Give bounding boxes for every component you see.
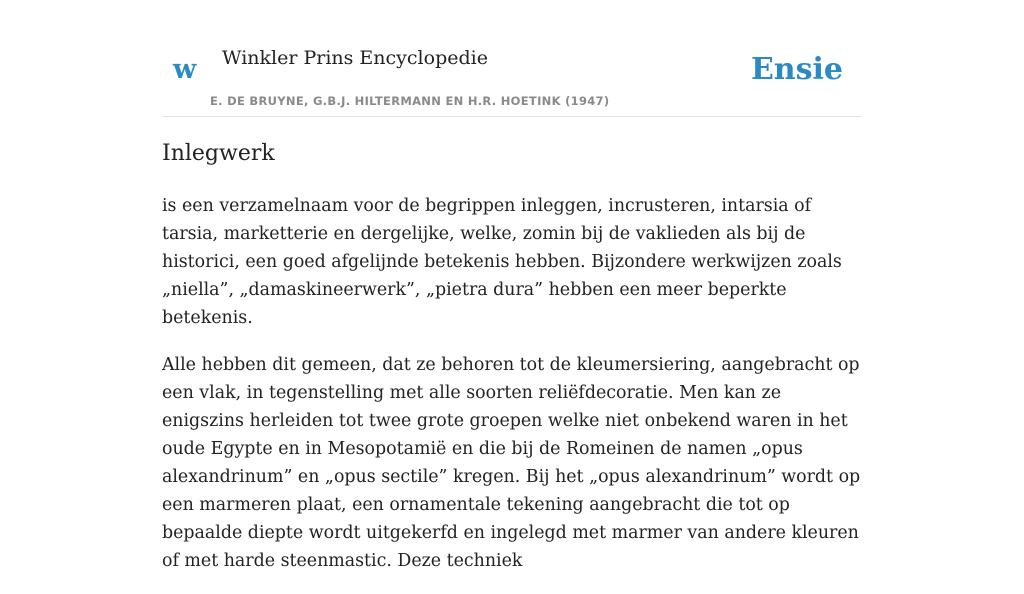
entry-paragraph: is een verzamelnaam voor de begrippen inleggen, incrusteren, intarsia of tarsia, marketterie en dergelijke, welke, zomin bij de vaklieden als bij de historici, een goed afgelijnde betekenis hebben. Bijzondere werkwijzen zoals „niella”, „damaskineerwerk”, „pietra dura” hebben een meer beperkte betekenis. bbox=[162, 196, 842, 328]
entry-title: Inlegwerk bbox=[162, 141, 275, 166]
work-logo-icon[interactable]: w bbox=[173, 54, 197, 85]
entry-content bbox=[162, 192, 862, 594]
page bbox=[162, 0, 862, 571]
brand-logo[interactable]: Ensie bbox=[750, 52, 843, 87]
work-authors: E. DE BRUYNE, G.B.J. HILTERMANN EN H.R. HOETINK (1947) bbox=[210, 94, 610, 108]
header bbox=[162, 0, 862, 117]
work-title-link[interactable]: Winkler Prins Encyclopedie bbox=[222, 47, 488, 69]
entry-paragraph: Alle hebben dit gemeen, dat ze behoren tot de kleumersiering, aangebracht op een vlak, in tegenstelling met alle soorten reliëfdecoratie. Men kan ze enigszins herleiden tot twee grote groepen welke niet onbekend waren in het oude Egypte en in Mesopotamië en die bij de Romeinen de namen „opus alexandrinum” en „opus sectile” kregen. Bij het „opus alexandrinum” wordt op een marmeren plaat, een ornamentale tekening aangebracht die tot op bepaalde diepte wordt uitgekerfd en ingelegd met marmer van andere kleuren of met harde steenmastic. Deze techniek bbox=[162, 355, 861, 571]
